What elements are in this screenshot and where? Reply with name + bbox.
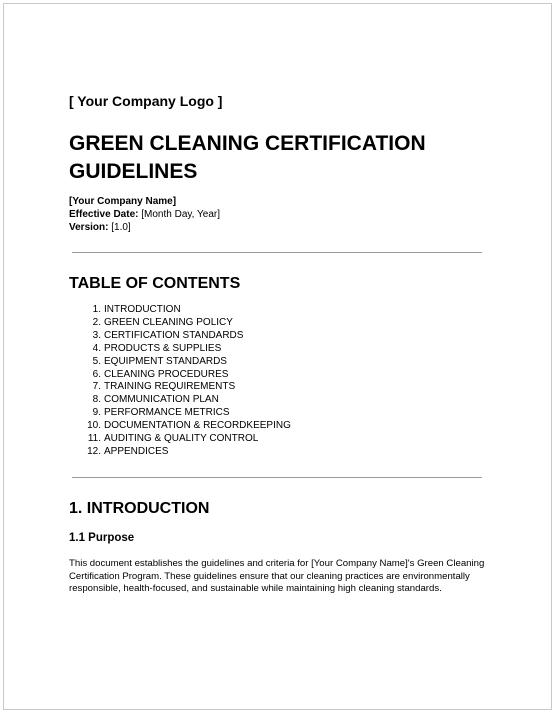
version-value: [1.0]: [111, 222, 131, 233]
section-heading-introduction: 1. INTRODUCTION: [69, 500, 210, 517]
toc-item-number: 8.: [92, 394, 101, 406]
toc-item-number: 3.: [92, 329, 101, 341]
toc-item-number: 7.: [92, 381, 101, 393]
toc-item-label: AUDITING & QUALITY CONTROL: [104, 433, 259, 445]
toc-heading: TABLE OF CONTENTS: [69, 275, 241, 292]
document-meta: [69, 195, 220, 234]
toc-item-number: 5.: [92, 355, 101, 367]
company-logo-placeholder: [ Your Company Logo ]: [69, 93, 223, 109]
toc-item[interactable]: [84, 343, 291, 356]
toc-item-label: PRODUCTS & SUPPLIES: [104, 342, 222, 354]
effective-date-label: Effective Date:: [69, 209, 139, 220]
toc-item-label: CERTIFICATION STANDARDS: [104, 329, 244, 341]
divider: [72, 252, 482, 253]
toc-item-number: 12.: [87, 445, 101, 457]
toc-item[interactable]: [84, 369, 291, 382]
divider: [72, 477, 482, 478]
effective-date-value: [Month Day, Year]: [141, 209, 220, 220]
document-title: GREEN CLEANING CERTIFICATION GUIDELINES: [69, 132, 426, 183]
purpose-paragraph: This document establishes the guidelines and criteria for [Your Company Name]'s Green Cleaning Certification Program. These guidelines ensure that our cleaning practices are environmentally responsible, health-focused, and sustainable while maintaining high cleaning standards.: [69, 558, 485, 595]
toc-item[interactable]: [84, 330, 291, 343]
toc-item[interactable]: [84, 317, 291, 330]
document-page: [3, 3, 552, 710]
effective-date-row: [69, 208, 220, 221]
toc-item-label: DOCUMENTATION & RECORDKEEPING: [104, 420, 291, 432]
company-name: [Your Company Name]: [69, 196, 177, 207]
toc-item-label: PERFORMANCE METRICS: [104, 407, 230, 419]
toc-item-number: 2.: [92, 316, 101, 328]
toc-item-label: GREEN CLEANING POLICY: [104, 316, 233, 328]
toc-item[interactable]: [84, 446, 291, 459]
toc-item-number: 9.: [92, 407, 101, 419]
toc-item-label: TRAINING REQUIREMENTS: [104, 381, 236, 393]
toc-item-label: COMMUNICATION PLAN: [104, 394, 219, 406]
toc-item-label: APPENDICES: [104, 445, 169, 457]
toc-item[interactable]: [84, 407, 291, 420]
toc-item-number: 6.: [92, 368, 101, 380]
toc-item[interactable]: [84, 394, 291, 407]
toc-item-number: 1.: [92, 304, 101, 315]
toc-item[interactable]: [84, 356, 291, 369]
toc-item[interactable]: [84, 381, 291, 394]
toc-item-label: INTRODUCTION: [104, 304, 181, 315]
toc-item-label: EQUIPMENT STANDARDS: [104, 355, 227, 367]
toc-item[interactable]: [84, 420, 291, 433]
subsection-heading-purpose: 1.1 Purpose: [69, 532, 135, 544]
company-name-row: [69, 195, 220, 208]
table-of-contents: [84, 304, 291, 459]
version-row: [69, 221, 220, 234]
toc-item[interactable]: [84, 304, 291, 317]
version-label: Version:: [69, 222, 109, 233]
toc-item-label: CLEANING PROCEDURES: [104, 368, 229, 380]
toc-item-number: 11.: [87, 433, 101, 445]
toc-item-number: 4.: [92, 342, 101, 354]
toc-item[interactable]: [84, 433, 291, 446]
toc-item-number: 10.: [87, 420, 101, 432]
